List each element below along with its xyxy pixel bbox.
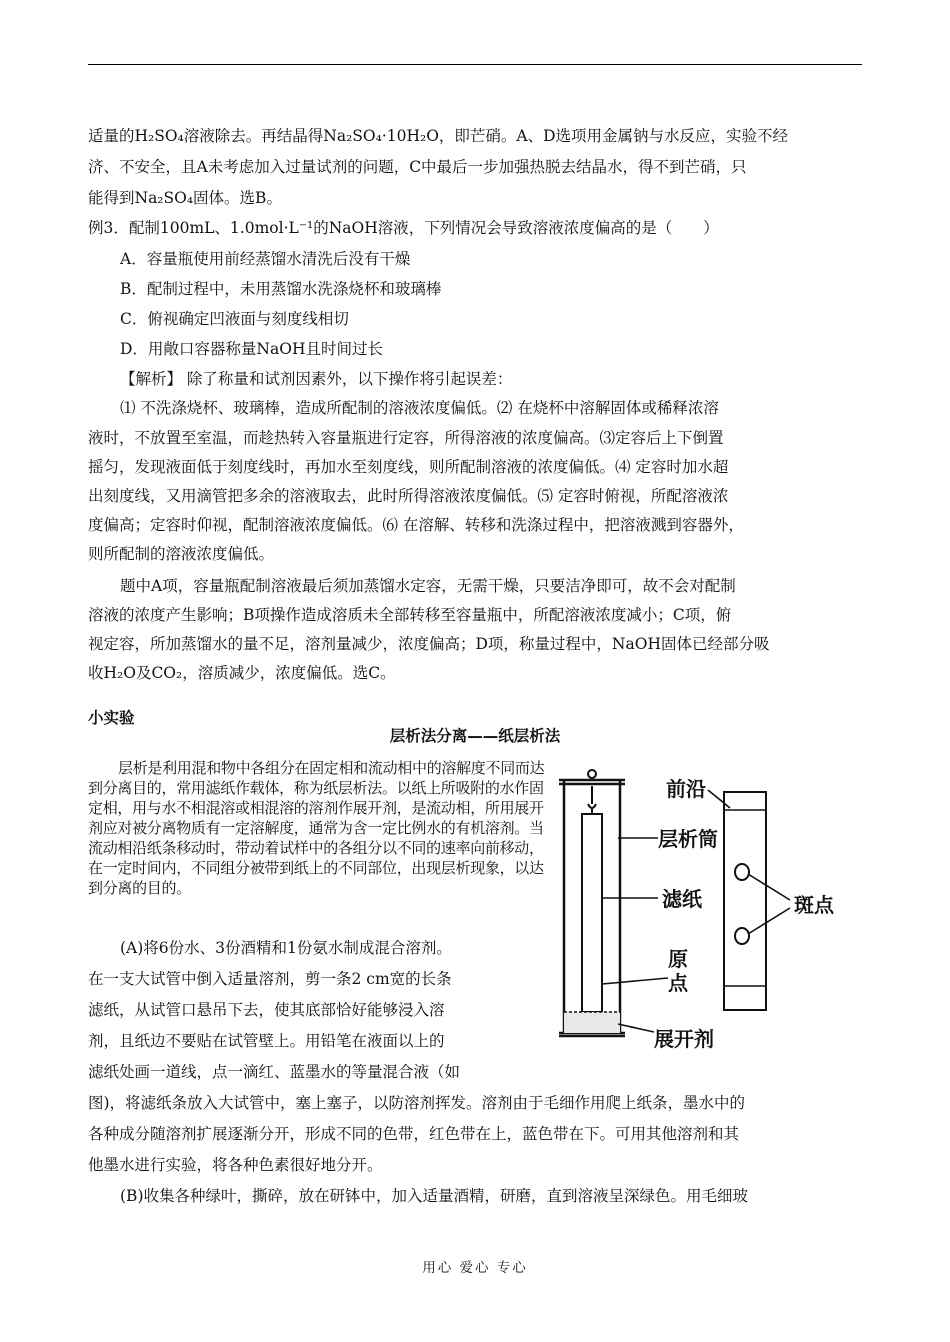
page-footer: 用心 爱心 专心 [422,1260,528,1276]
conclusion-line: 溶液的浓度产生影响；B项操作造成溶质未全部转移至容量瓶中，所配溶液浓度减小；C项，俯 [88,606,732,624]
analysis-line: 出刻度线，又用滴管把多余的溶液取去，此时所得溶液浓度偏低。⑸ 定容时俯视，所配溶液浓 [88,487,729,505]
step-a-line: 剂，且纸边不要贴在试管壁上。用铅笔在液面以上的 [88,1032,445,1050]
step-a-line: 图)，将滤纸条放入大试管中，塞上塞子，以防溶剂挥发。溶剂由于毛细作用爬上纸条，墨水中的 [88,1094,746,1112]
step-a-line: 各种成分随溶剂扩展逐渐分开，形成不同的色带，红色带在上，蓝色带在下。可用其他溶剂和其 [88,1125,740,1143]
option-a: A．容量瓶使用前经蒸馏水清洗后没有干燥 [120,250,411,268]
conclusion-line: 题中A项，容量瓶配制溶液最后须加蒸馏水定容，无需干燥，只要洁净即可，故不会对配制 [120,577,736,595]
chromatography-figure [558,768,878,1080]
analysis-line: 则所配制的溶液浓度偏低。 [88,545,275,563]
step-a-line: 滤纸处画一道线，点一滴红、蓝墨水的等量混合液（如 [88,1063,461,1081]
section-heading: 小实验 [88,709,135,727]
label-front: 前沿 [666,777,706,801]
option-c: C．俯视确定凹液面与刻度线相切 [120,310,349,328]
filter-paper-strip [582,814,602,1012]
label-origin-1: 原 [668,947,688,971]
analysis-line: 度偏高；定容时仰视，配制溶液浓度偏低。⑹ 在溶解、转移和洗涤过程中，把溶液溅到容器外， [88,516,744,534]
header-rule [88,64,862,65]
conclusion-line: 收H₂O及CO₂，溶质减少，浓度偏低。选C。 [88,664,396,682]
analysis-title: 【解析】 除了称量和试剂因素外，以下操作将引起误差： [120,370,513,388]
solvent-layer [564,1012,620,1033]
label-tube: 层析筒 [658,827,718,851]
text-line: 能得到Na₂SO₄固体。选B。 [88,189,282,207]
spot-upper [735,864,749,880]
label-solvent: 展开剂 [654,1027,714,1051]
step-a-line: (A)将6份水、3份酒精和1份氨水制成混合溶剂。 [120,939,452,957]
conclusion-line: 视定容，所加蒸馏水的量不足，溶剂量减少，浓度偏高；D项，称量过程中，NaOH固体已经部分吸 [88,635,770,653]
developed-strip [724,792,766,1010]
spot-lower [735,928,749,944]
intro-paragraph: 层析是利用混和物中各组分在固定相和流动相中的溶解度不同而达到分离目的，常用滤纸作载体，称为纸层析法。以纸上所吸附的水作固定相，用与水不相混溶或相混溶的溶剂作展开剂，是流动相，所用展开剂应对被分离物质有一定溶解度，通常为含一定比例水的有机溶剂。当流动相沿纸条移动时，带动着试样中的各组分以不同的速率向前移动，在一定时间内，不同组分被带到纸上的不同部位，出现层析现象，以达到分离的目的。 [88,759,545,897]
analysis-line: ⑴ 不洗涤烧杯、玻璃棒，造成所配制的溶液浓度偏低。⑵ 在烧杯中溶解固体或稀释浓溶 [120,399,719,417]
label-paper: 滤纸 [662,887,702,911]
text-line: 适量的H₂SO₄溶液除去。再结晶得Na₂SO₄·10H₂O，即芒硝。A、D选项用金属钠与水反应，实验不经 [88,127,789,145]
step-a-line: 在一支大试管中倒入适量溶剂，剪一条2 cm宽的长条 [88,970,452,988]
experiment-title: 层析法分离——纸层析法 [389,727,561,745]
analysis-line: 液时，不放置至室温，而趁热转入容量瓶进行定容，所得溶液的浓度偏高。⑶定容后上下倒置 [88,429,724,447]
step-a-line: 滤纸，从试管口悬吊下去，使其底部恰好能够浸入溶 [88,1001,445,1019]
tube-outline [559,780,625,1036]
example-question: 例3．配制100mL、1.0mol·L⁻¹的NaOH溶液，下列情况会导致溶液浓度偏高的是（ ） [88,219,719,237]
label-spot: 斑点 [794,893,834,917]
option-d: D．用敞口容器称量NaOH且时间过长 [120,340,383,358]
analysis-line: 摇匀，发现液面低于刻度线时，再加水至刻度线，则所配制溶液的浓度偏低。⑷ 定容时加水超 [88,458,729,476]
step-b-line: (B)收集各种绿叶，撕碎，放在研钵中，加入适量酒精，研磨，直到溶液呈深绿色。用毛细玻 [120,1187,748,1205]
option-b: B．配制过程中，未用蒸馏水洗涤烧杯和玻璃棒 [120,280,442,298]
step-a-line: 他墨水进行实验，将各种色素很好地分开。 [88,1156,383,1174]
label-origin-2: 点 [668,971,688,995]
text-line: 济、不安全，且A未考虑加入过量试剂的问题，C中最后一步加强热脱去结晶水，得不到芒硝，只 [88,158,747,176]
